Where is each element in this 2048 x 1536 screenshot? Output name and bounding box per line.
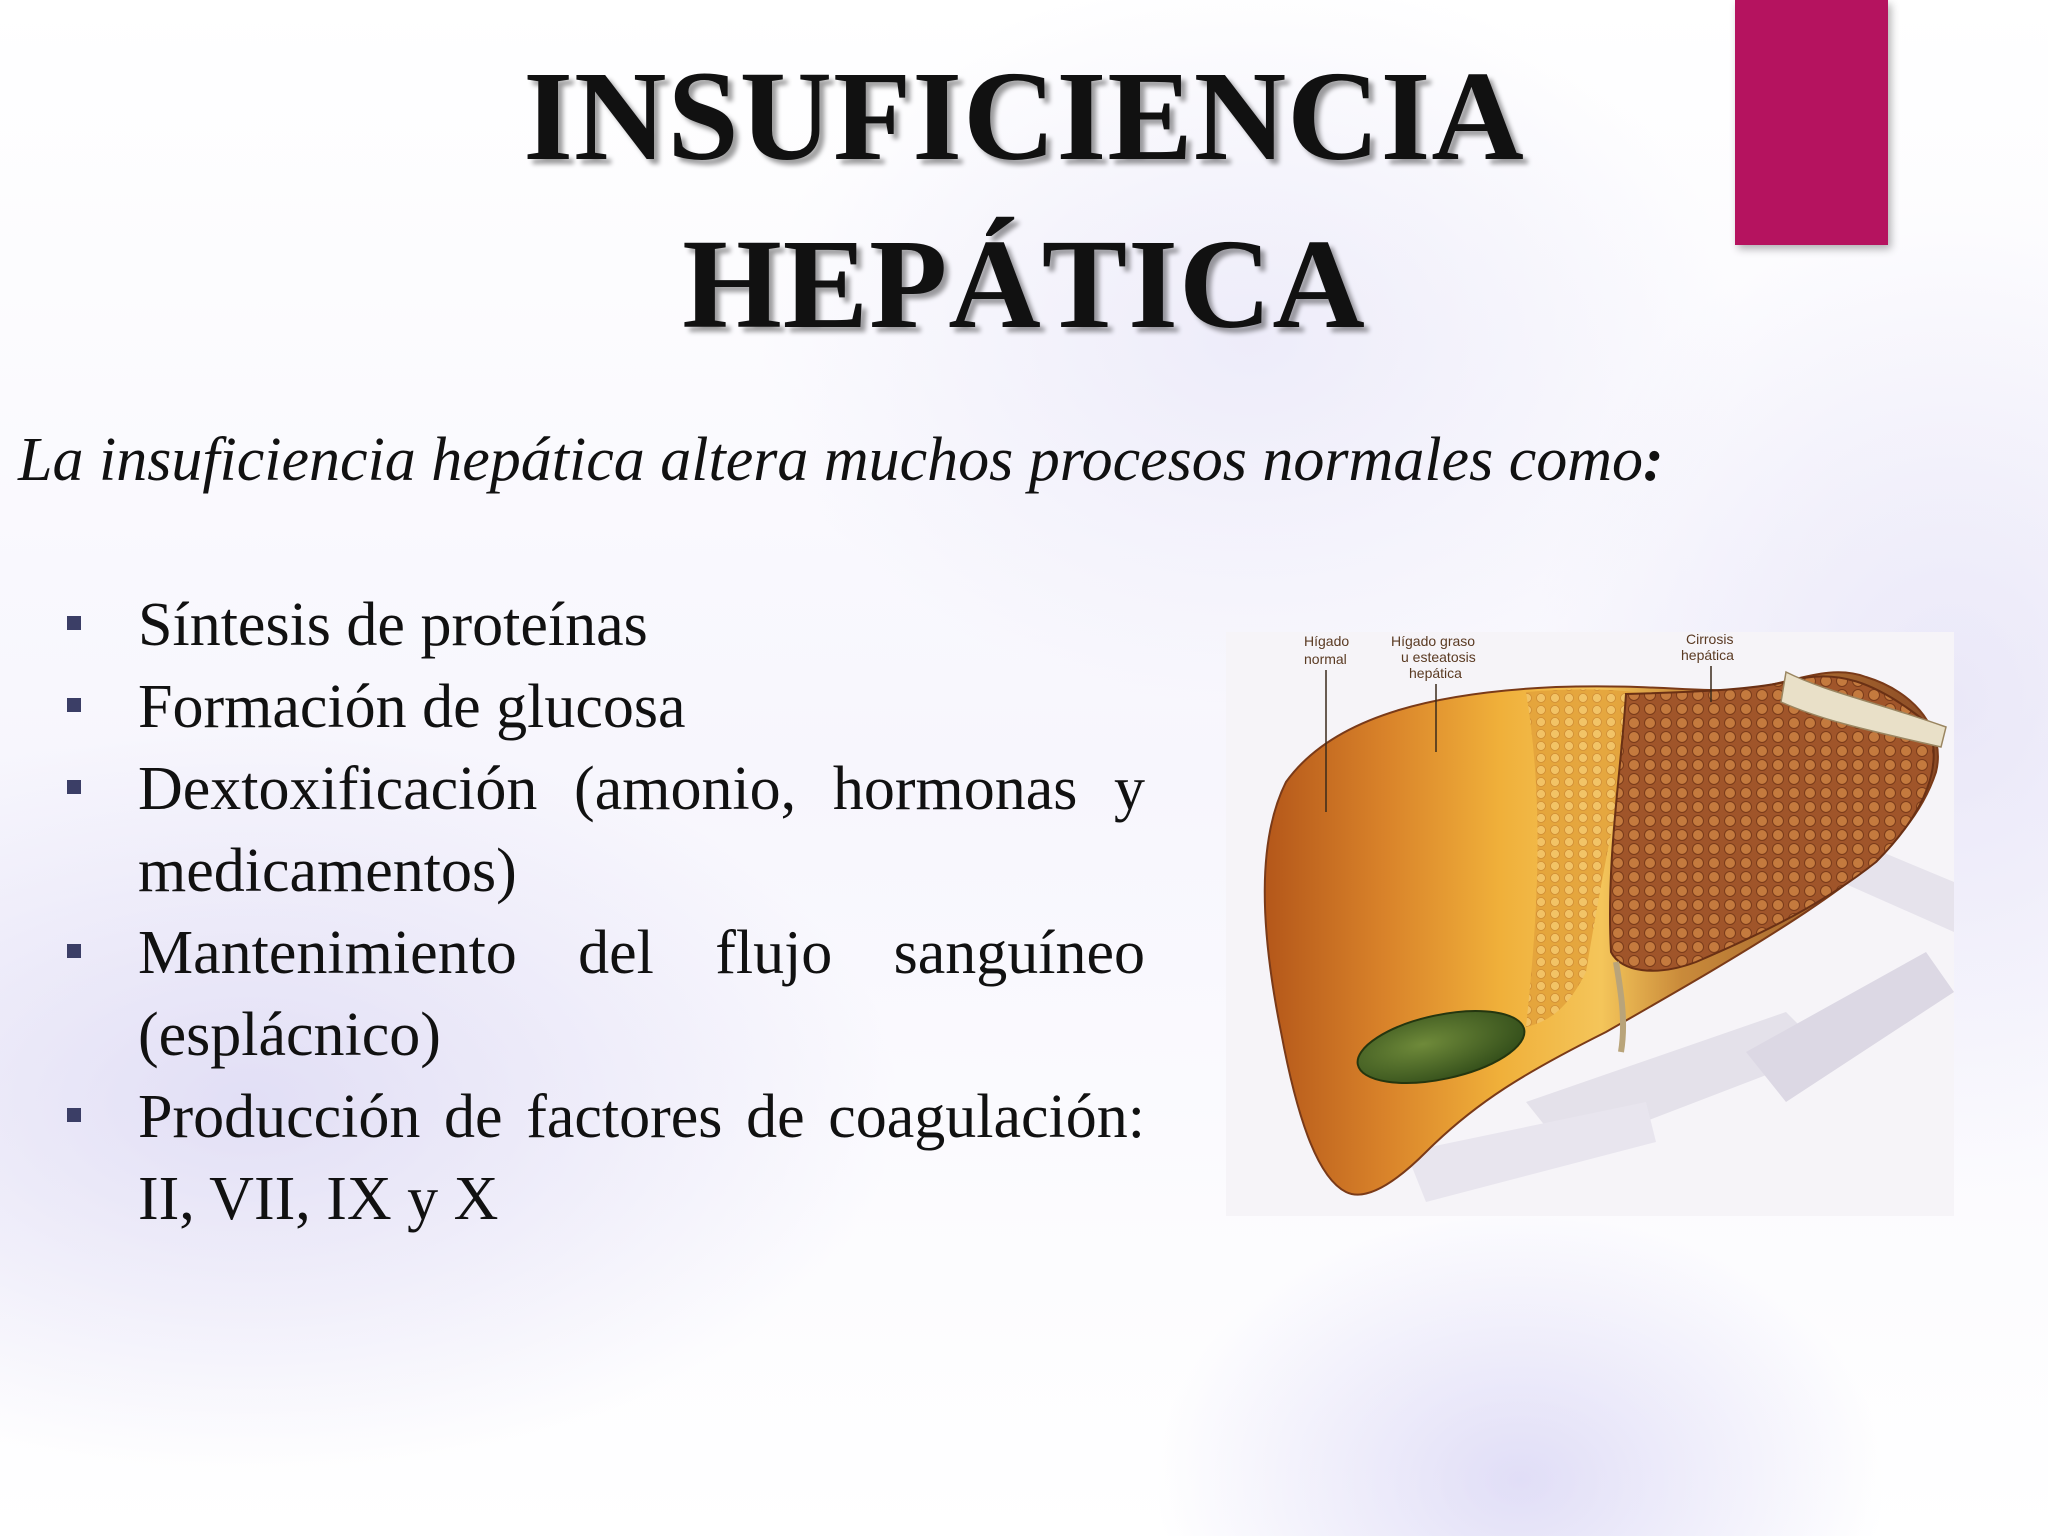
intro-text bbox=[18, 420, 1664, 500]
bullet-text: Formación de glucosa bbox=[138, 673, 686, 741]
title-line-1: INSUFICIENCIA bbox=[523, 45, 1525, 187]
square-bullet-icon bbox=[67, 698, 81, 712]
slide-title bbox=[0, 32, 2048, 368]
svg-text:u esteatosis bbox=[1401, 649, 1476, 665]
label-cirrhosis-line-1: Cirrosis bbox=[1686, 632, 1734, 647]
square-bullet-icon bbox=[67, 944, 81, 958]
bullet-list bbox=[60, 584, 1145, 1240]
label-normal-line-1: Hígado bbox=[1304, 633, 1350, 649]
svg-text:Hígado bbox=[1304, 633, 1349, 649]
bullet-item bbox=[60, 748, 1145, 912]
bullet-item bbox=[60, 912, 1145, 1076]
label-fatty-line-3: hepática bbox=[1409, 665, 1462, 681]
svg-text:Hígado graso bbox=[1391, 633, 1475, 649]
square-bullet-icon bbox=[67, 1108, 81, 1122]
svg-text:Cirrosis bbox=[1686, 632, 1733, 647]
intro-sentence: La insuficiencia hepática altera muchos procesos normales como bbox=[18, 426, 1643, 494]
square-bullet-icon bbox=[67, 780, 81, 794]
bullet-item bbox=[60, 584, 1145, 666]
square-bullet-icon bbox=[67, 616, 81, 630]
intro-colon: : bbox=[1643, 426, 1664, 494]
label-normal-line-2: normal bbox=[1304, 651, 1347, 667]
label-cirrhosis-line-2: hepática bbox=[1681, 647, 1734, 663]
liver-illustration bbox=[1226, 632, 1954, 1216]
bullet-text: Síntesis de proteínas bbox=[138, 591, 648, 659]
svg-text:hepática bbox=[1681, 647, 1734, 663]
label-fatty-line-2: u esteatosis bbox=[1401, 649, 1476, 665]
bullet-text: Mantenimiento del flujo sanguíneo (esplácnico) bbox=[138, 919, 1145, 1069]
label-fatty-line-1: Hígado graso bbox=[1391, 633, 1476, 649]
title-line-2: HEPÁTICA bbox=[682, 213, 1366, 355]
bullet-item bbox=[60, 1076, 1145, 1240]
svg-text:hepática bbox=[1409, 665, 1462, 681]
bullet-item bbox=[60, 666, 1145, 748]
bullet-text: Dextoxificación (amonio, hormonas y medicamentos) bbox=[138, 755, 1145, 905]
svg-text:normal bbox=[1304, 651, 1347, 667]
bullet-text: Producción de factores de coagulación: II, VII, IX y X bbox=[138, 1083, 1145, 1233]
